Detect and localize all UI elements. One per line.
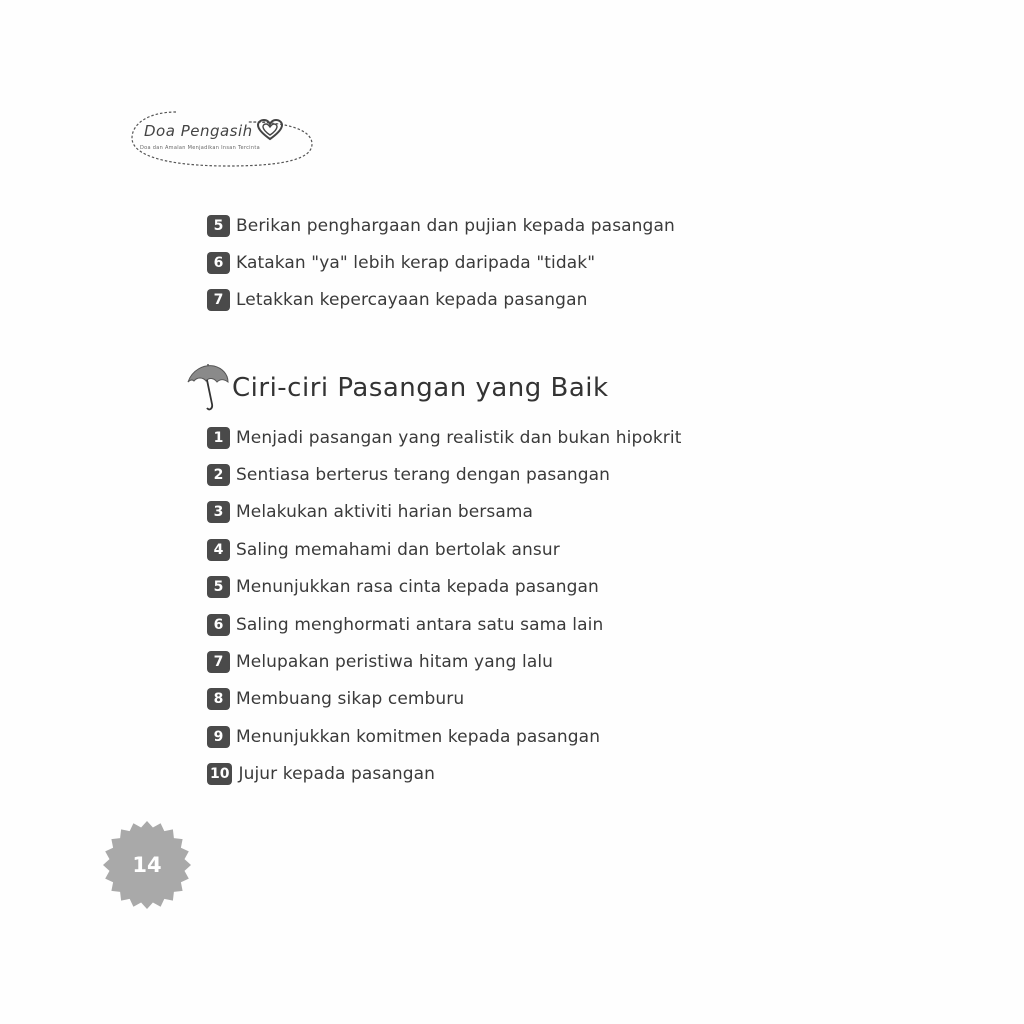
page-number: 14 xyxy=(132,853,162,877)
item-text: Melupakan peristiwa hitam yang lalu xyxy=(236,652,554,673)
main-list xyxy=(207,419,682,793)
item-number: 1 xyxy=(207,427,230,449)
item-text: Menjadi pasangan yang realistik dan bukan hipokrit xyxy=(236,427,682,448)
item-text: Saling memahami dan bertolak ansur xyxy=(236,539,560,560)
item-number: 10 xyxy=(207,763,232,785)
list-item xyxy=(207,419,682,456)
item-number: 8 xyxy=(207,688,230,710)
list-item xyxy=(207,718,682,755)
list-item xyxy=(207,207,675,244)
item-text: Berikan penghargaan dan pujian kepada pasangan xyxy=(236,215,675,236)
list-item xyxy=(207,681,682,718)
item-number: 5 xyxy=(207,576,230,598)
item-number: 7 xyxy=(207,651,230,673)
list-item xyxy=(207,756,682,793)
item-text: Sentiasa berterus terang dengan pasangan xyxy=(236,465,611,486)
item-text: Katakan "ya" lebih kerap daripada "tidak" xyxy=(236,253,596,274)
list-item xyxy=(207,282,675,319)
header-subtitle: Doa dan Amalan Menjadikan Insan Tercinta xyxy=(140,145,260,151)
list-item xyxy=(207,244,675,281)
item-number: 4 xyxy=(207,539,230,561)
list-item xyxy=(207,494,682,531)
list-item xyxy=(207,606,682,643)
list-item xyxy=(207,531,682,568)
item-text: Letakkan kepercayaan kepada pasangan xyxy=(236,290,588,311)
section-heading xyxy=(186,362,609,414)
umbrella-icon xyxy=(186,362,230,414)
item-number: 7 xyxy=(207,289,230,311)
item-text: Melakukan aktiviti harian bersama xyxy=(236,502,534,523)
item-text: Jujur kepada pasangan xyxy=(238,764,436,785)
section-title: Ciri-ciri Pasangan yang Baik xyxy=(232,373,609,403)
header-title: Doa Pengasih xyxy=(144,122,253,140)
item-number: 2 xyxy=(207,464,230,486)
list-item xyxy=(207,569,682,606)
item-text: Menunjukkan rasa cinta kepada pasangan xyxy=(236,577,599,598)
list-item xyxy=(207,643,682,680)
item-number: 5 xyxy=(207,215,230,237)
page-number-badge xyxy=(102,820,192,910)
item-text: Membuang sikap cemburu xyxy=(236,689,465,710)
item-text: Saling menghormati antara satu sama lain xyxy=(236,614,604,635)
item-number: 3 xyxy=(207,501,230,523)
top-list xyxy=(207,207,675,319)
item-number: 6 xyxy=(207,614,230,636)
item-number: 9 xyxy=(207,726,230,748)
list-item xyxy=(207,456,682,493)
item-text: Menunjukkan komitmen kepada pasangan xyxy=(236,726,601,747)
header-badge xyxy=(128,104,318,174)
item-number: 6 xyxy=(207,252,230,274)
heart-icon xyxy=(256,119,284,141)
